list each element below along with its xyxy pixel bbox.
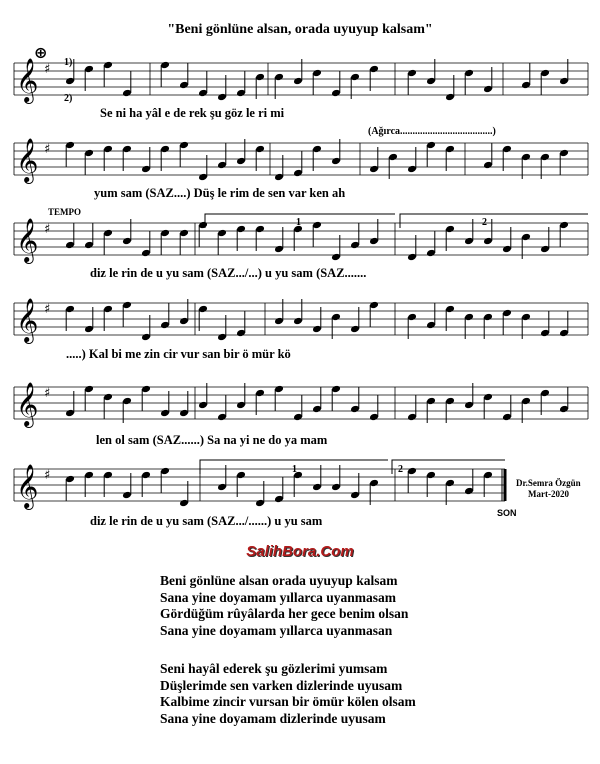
stanza-2-line: Sana yine doyamam dizlerinde uyusam [160,710,386,726]
lyrics-line-1: Se ni ha yâl e de rek şu göz le ri mi [100,106,285,120]
volta-2-last: 2 [398,464,403,475]
sharp-icon: ♯ [44,468,51,483]
stanza-2 [160,661,416,727]
lyrics-line-6: diz le rin de u yu sam (SAZ.../......) u yu sam [90,514,323,528]
volta-1: 1 [296,217,301,228]
composer-date: Mart-2020 [528,489,569,499]
sharp-icon: ♯ [44,222,51,237]
lyrics-line-5: len ol sam (SAZ......) Sa na yi ne do ya mam [96,433,328,447]
coda-icon: ⊕ [34,43,48,62]
stanza-1-line: Gördüğüm rûyâlarda her gece benim olsan [160,606,409,621]
treble-clef-icon: 𝄞 [16,464,39,508]
sharp-icon: ♯ [44,302,51,317]
sharp-icon: ♯ [44,62,51,77]
site-logo: SalihBora.Com [246,543,354,560]
repeat-mark-2: 2) [64,93,73,104]
treble-clef-icon: 𝄞 [16,382,39,426]
tempo-agirca: (Ağırca.....................................) [368,126,496,137]
treble-clef-icon: 𝄞 [16,58,39,102]
stanza-1-line: Sana yine doyamam yıllarca uyanmasan [160,622,393,638]
son-marking: SON [497,508,517,518]
tempo-marking: TEMPO [48,207,81,217]
sharp-icon: ♯ [44,386,51,401]
lyrics-line-4: .....) Kal bi me zin cir vur san bir ö mür kö [66,347,291,361]
lyrics-line-3: diz le rin de u yu sam (SAZ.../...) u yu sam (SAZ....... [90,266,367,280]
stanza-2-line: Kalbime zincir vursan bir ömür kölen olsam [160,694,416,709]
stanza-2-line: Düşlerimde sen varken dizlerinde uyusam [160,677,403,693]
composer-credit [516,478,581,500]
sharp-icon: ♯ [44,142,51,157]
stanza-1 [160,573,408,639]
stanza-1-line: Beni gönlüne alsan orada uyuyup kalsam [160,573,398,588]
treble-clef-icon: 𝄞 [16,138,39,182]
stanza-2-line: Seni hayâl ederek şu gözlerimi yumsam [160,661,388,676]
volta-2: 2 [482,217,487,228]
lyrics-line-2: yum sam (SAZ....) Düş le rim de sen var ken ah [94,186,346,200]
treble-clef-icon: 𝄞 [16,298,39,342]
song-title: "Beni gönlüne alsan, orada uyuyup kalsam" [167,22,433,37]
repeat-mark-1: 1) [64,57,73,68]
volta-1-last: 1 [292,464,297,475]
composer-name: Dr.Semra Özgün [516,478,581,488]
treble-clef-icon: 𝄞 [16,218,39,262]
stanza-1-line: Sana yine doyamam yıllarca uyanmasam [160,589,397,605]
